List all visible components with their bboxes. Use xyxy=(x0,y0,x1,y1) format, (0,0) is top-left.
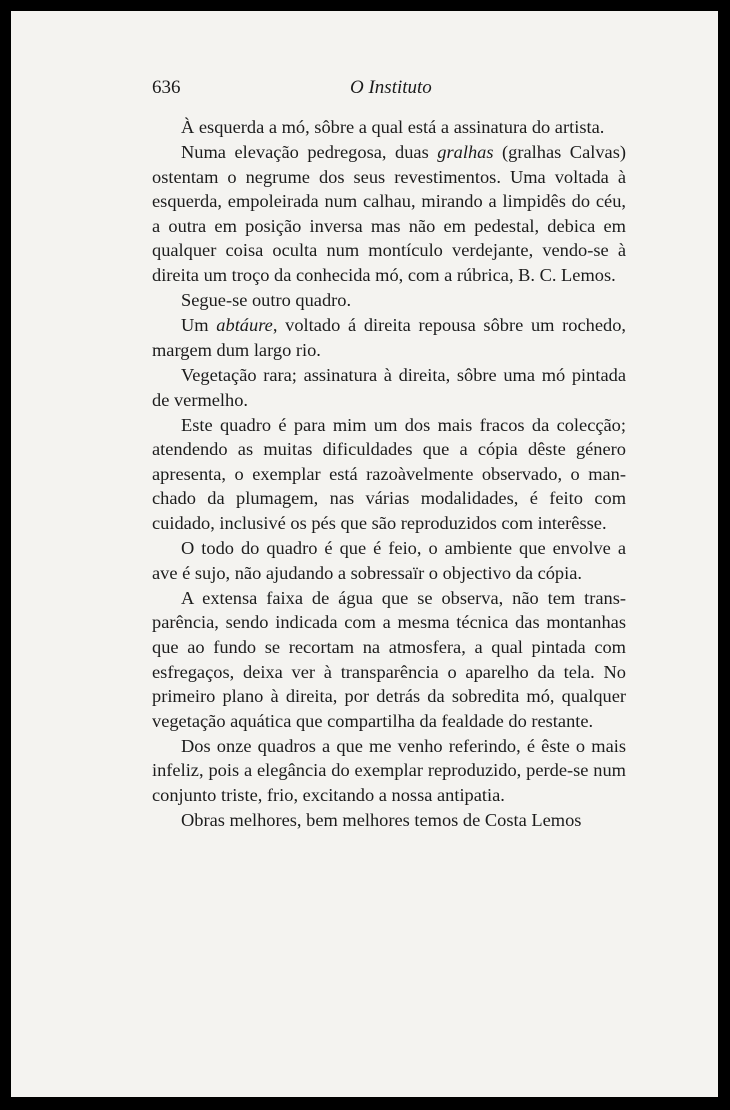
paragraph-4 xyxy=(152,313,626,362)
text-run: Numa elevação pedregosa, duas xyxy=(181,142,438,163)
book-page xyxy=(11,11,718,1097)
paragraph-3 xyxy=(152,288,626,313)
italic-term: abtáure xyxy=(216,315,273,336)
paragraph-9 xyxy=(152,734,626,808)
text-run: O todo do quadro é que é feio, o ambiente que envolve a ave é sujo, não ajudando a sobressaïr o objectivo da cópia. xyxy=(152,538,626,583)
text-run: Este quadro é para mim um dos mais fracos da colecção; atendendo as muitas dificuldades que a cópia dêste género apresenta, o exemplar está razoàvelmente observado, o manchado da plumagem, nas várias modalidades, é feito com cuidado, inclusivé os pés que são reproduzidos com interêsse. xyxy=(152,414,626,533)
paragraph-6 xyxy=(152,413,626,536)
paragraph-7 xyxy=(152,536,626,585)
text-run: , voltado á direita repousa sôbre um rochedo, margem dum largo rio. xyxy=(152,315,627,360)
paragraph-8 xyxy=(152,586,626,734)
text-run: Dos onze quadros a que me venho referindo, é êste o mais infeliz, pois a elegância do exemplar reproduzido, perde-se num conjunto triste, frio, excitando a nossa antipatia. xyxy=(152,735,626,806)
text-run: Um xyxy=(181,315,217,336)
paragraph-2 xyxy=(152,140,626,288)
paragraph-5 xyxy=(152,363,626,412)
paragraph-1 xyxy=(152,115,626,140)
page-number: 636 xyxy=(152,77,181,98)
page-header xyxy=(152,77,642,101)
italic-term: gralhas xyxy=(437,142,494,163)
paragraph-10 xyxy=(152,808,626,833)
text-run: A extensa faixa de água que se observa, não tem transparência, sendo indicada com a mesma técnica das montanhas que ao fundo se recortam na atmosfera, a qual pintada com esfregaços, deixa ver à transparência o aparelho da tela. No primeiro plano à direita, por detrás da sobredita mó, qualquer vegetação aquática que compartilha da fealdade do restante. xyxy=(152,587,626,731)
running-title: O Instituto xyxy=(350,77,432,98)
text-run: (gralhas Calvas) ostentam o negrume dos seus revestimentos. Uma voltada à esquerda, empoleirada num calhau, mirando a limpidês do céu, a outra em posição inversa mas não em pedestal, debica em qualquer coisa oculta num montículo verdejante, vendo-se à direita um troço da conhecida mó, com a rúbrica, B. C. Lemos. xyxy=(152,142,626,286)
text-run: Vegetação rara; assinatura à direita, sôbre uma mó pintada de vermelho. xyxy=(152,364,626,410)
text-run: Obras melhores, bem melhores temos de Costa Lemos xyxy=(181,810,582,831)
text-run: Segue-se outro quadro. xyxy=(181,290,352,311)
text-run: À esquerda a mó, sôbre a qual está a assinatura do artista. xyxy=(181,117,605,137)
body-text xyxy=(152,115,626,833)
